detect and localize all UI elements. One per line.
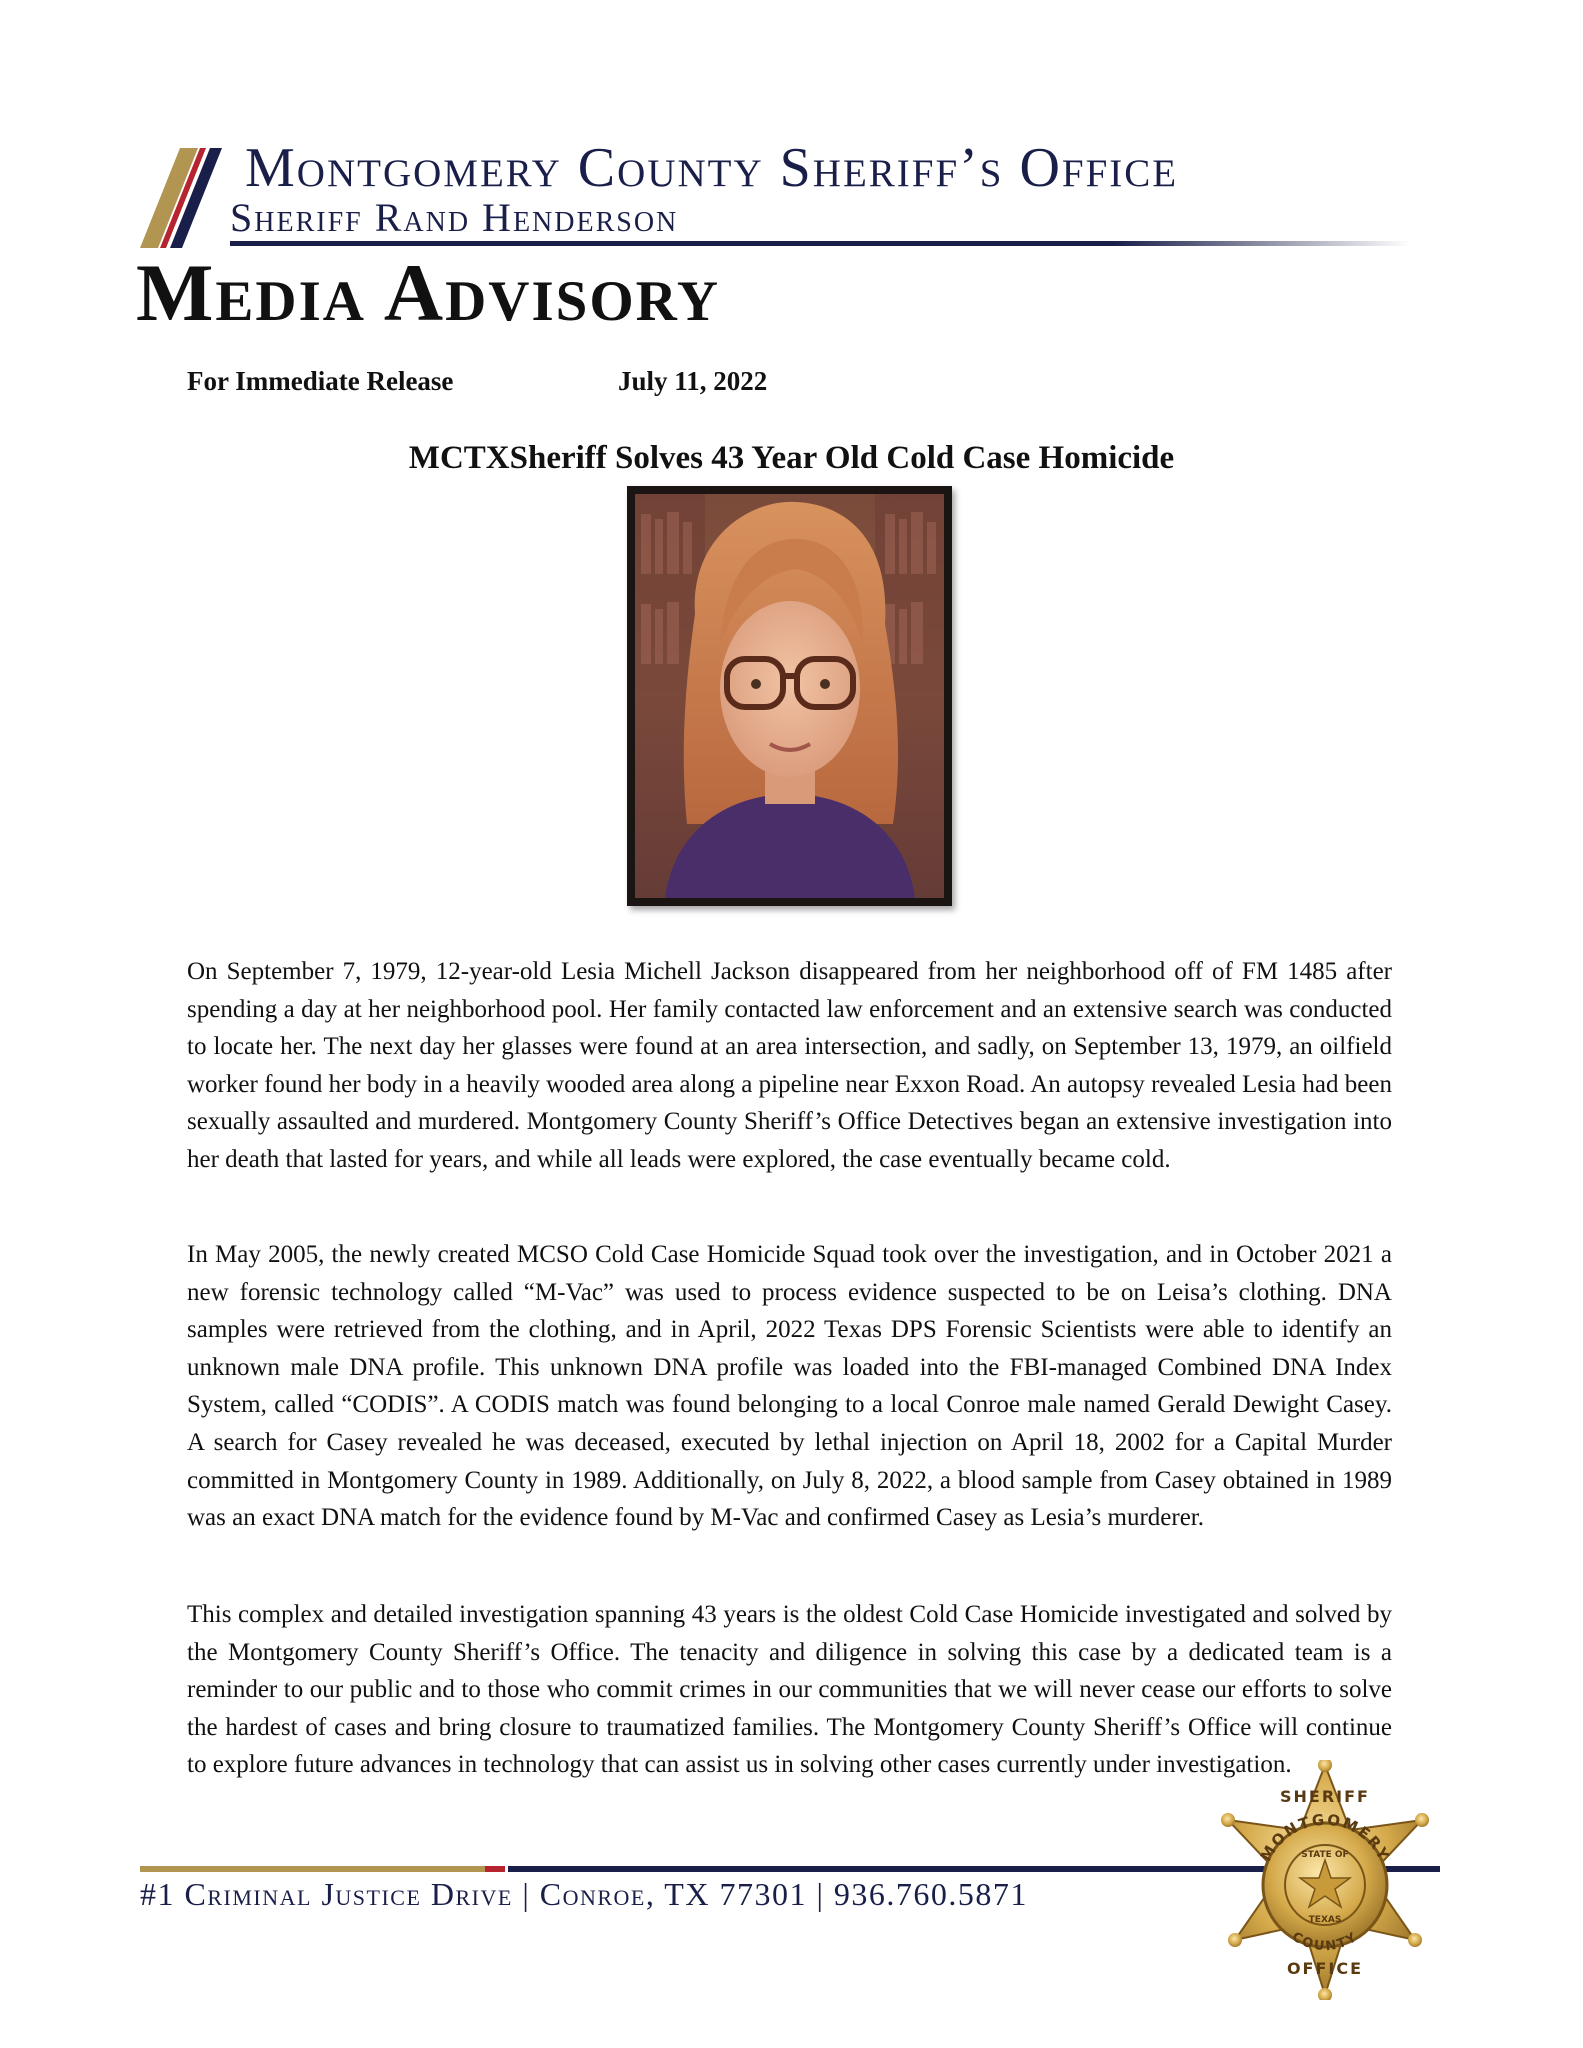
- badge-ring-text: MONTGOMERY: [1256, 1810, 1394, 1865]
- agency-name: Montgomery County Sheriff’s Office: [245, 137, 1179, 199]
- sheriff-name: Sheriff Rand Henderson: [230, 195, 679, 240]
- sheriff-badge-seal: [1210, 1760, 1440, 2000]
- badge-state-text: STATE OF: [1301, 1850, 1349, 1860]
- release-label: For Immediate Release: [187, 366, 454, 396]
- victim-photo-illustration: [635, 494, 944, 898]
- advisory-title: Media Advisory: [136, 247, 720, 338]
- badge-top-text: SHERIFF: [1280, 1787, 1370, 1806]
- body-paragraph: This complex and detailed investigation spanning 43 years is the oldest Cold Case Homicide investigated and solved by the Montgomery County Sheriff’s Office. The tenacity and diligence in solving this case by a dedicated team is a reminder to our public and to those who commit crimes in our communities that we will never cease our efforts to solve the hardest of cases and bring closure to traumatized families. The Montgomery County Sheriff’s Office will continue to explore future advances in technology that can assist us in solving other cases currently under investigation.: [187, 1601, 1392, 1779]
- agency-logo-stripes: [140, 148, 240, 248]
- badge-bottom-text: OFFICE: [1286, 1959, 1364, 1978]
- headline: MCTXSheriff Solves 43 Year Old Cold Case Homicide: [408, 440, 1175, 476]
- release-date: July 11, 2022: [618, 366, 768, 396]
- badge-state-name: TEXAS: [1308, 1915, 1342, 1925]
- body-paragraph: In May 2005, the newly created MCSO Cold Case Homicide Squad took over the investigation, and in October 2021 a new forensic technology called “M-Vac” was used to process evidence suspected to be on Leisa’s clothing. DNA samples were retrieved from the clothing, and in April, 2022 Texas DPS Forensic Scientists were able to identify an unknown male DNA profile. This unknown DNA profile was loaded into the FBI-managed Combined DNA Index System, called “CODIS”. A CODIS match was found belonging to a local Conroe male named Gerald Dewight Casey. A search for Casey revealed he was deceased, executed by lethal injection on April 18, 2002 for a Capital Murder committed in Montgomery County in 1989. Additionally, on July 8, 2022, a blood sample from Casey obtained in 1989 was an exact DNA match for the evidence found by M-Vac and confirmed Casey as Lesia’s murderer.: [187, 1241, 1392, 1532]
- badge-county-text: COUNTY: [1289, 1929, 1361, 1955]
- footer-address: #1 Criminal Justice Drive | Conroe, TX 77301 | 936.760.5871: [140, 1876, 1028, 1912]
- body-paragraph: On September 7, 1979, 12-year-old Lesia Michell Jackson disappeared from her neighborhood off of FM 1485 after spending a day at her neighborhood pool. Her family contacted law enforcement and an extensive search was conducted to locate her. The next day her glasses were found at an area intersection, and sadly, on September 13, 1979, an oilfield worker found her body in a heavily wooded area along a pipeline near Exxon Road. An autopsy revealed Lesia had been sexually assaulted and murdered. Montgomery County Sheriff’s Office Detectives began an extensive investigation into her death that lasted for years, and while all leads were explored, the case eventually became cold.: [187, 958, 1392, 1173]
- victim-photo: [627, 486, 952, 906]
